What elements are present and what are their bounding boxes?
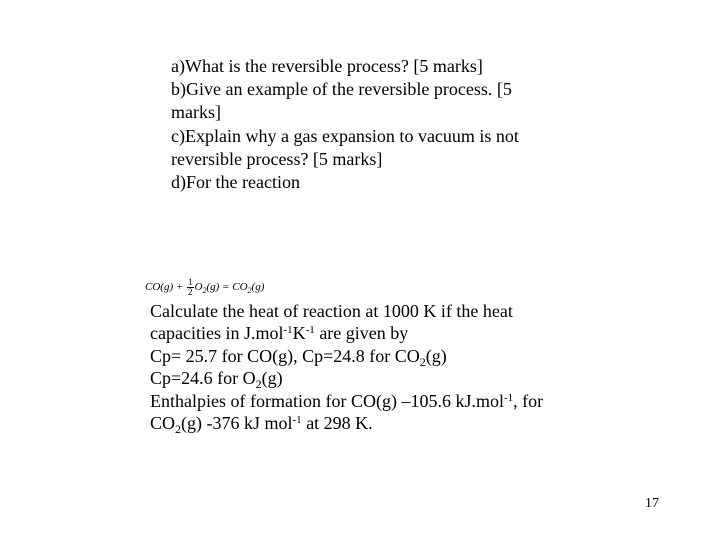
eq-co2: CO (232, 281, 248, 294)
body-line-5-b: , for (513, 390, 544, 411)
body-line-6-a: CO (150, 413, 176, 434)
body-line-5-a: Enthalpies of formation for CO(g) –105.6 kJ.mol (150, 390, 504, 411)
body-line-6 (150, 412, 620, 437)
reaction-equation (145, 270, 285, 300)
body-line-4-sub: 2 (255, 377, 262, 392)
question-b: b)Give an example of the reversible process. [5 (171, 79, 512, 100)
questions-block (171, 55, 581, 194)
body-line-1: Calculate the heat of reaction at 1000 K if the heat (150, 301, 513, 321)
body-line-2 (150, 322, 620, 344)
eq-o2-sub: 2 (202, 286, 207, 296)
problem-body (150, 300, 620, 437)
body-line-6-sub: 2 (175, 422, 182, 437)
question-d: d)For the reaction (171, 172, 300, 193)
body-line-2-c: are given by (314, 323, 409, 344)
eq-frac-num: 1 (188, 277, 193, 287)
body-line-4 (150, 367, 620, 392)
eq-reactant-co: CO(g) (145, 281, 174, 294)
body-line-3-b: (g) (425, 345, 447, 366)
question-c: c)Explain why a gas expansion to vacuum is not (171, 125, 519, 146)
body-line-3-a: Cp= 25.7 for CO(g), Cp=24.8 for CO (150, 345, 420, 366)
page-number: 17 (645, 496, 659, 511)
eq-o2-state: (g) (206, 281, 220, 294)
eq-plus: + (175, 281, 184, 294)
body-line-2-b: K (292, 323, 306, 344)
body-line-6-sup: -1 (292, 414, 302, 427)
body-line-2-a: capacities in J.mol (150, 323, 284, 344)
body-line-2-sup1: -1 (283, 324, 293, 337)
body-line-5 (150, 390, 620, 412)
question-b-cont: marks] (171, 102, 221, 123)
eq-o2: O (194, 281, 203, 294)
question-a: a)What is the reversible process? [5 marks] (171, 56, 483, 76)
eq-co2-state: (g) (251, 281, 265, 294)
eq-fraction (187, 278, 194, 297)
question-c-cont: reversible process? [5 marks] (171, 148, 383, 169)
body-line-4-b: (g) (261, 368, 283, 389)
eq-frac-den: 2 (188, 287, 193, 297)
body-line-4-a: Cp=24.6 for O (150, 368, 256, 389)
body-line-6-c: at 298 K. (301, 413, 373, 434)
body-line-6-b: (g) -376 kJ mol (181, 413, 293, 434)
body-line-5-sup: -1 (503, 391, 514, 404)
eq-equals: = (222, 281, 230, 294)
body-line-3 (150, 345, 620, 367)
body-line-3-sub: 2 (419, 354, 426, 369)
eq-co2-sub: 2 (247, 286, 252, 296)
body-line-2-sup2: -1 (305, 324, 315, 337)
